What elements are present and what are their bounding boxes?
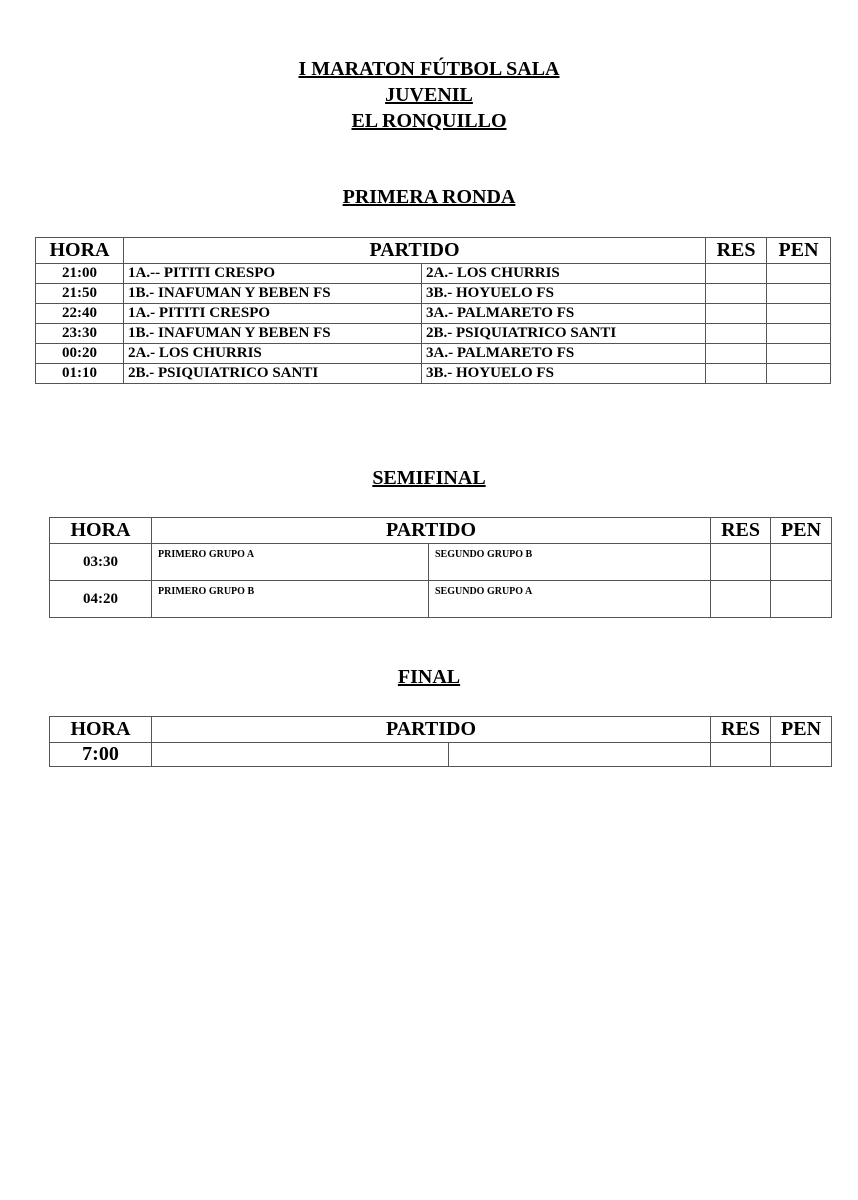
table-row: [36, 264, 831, 284]
result-cell: [711, 743, 771, 767]
primera-ronda-heading: PRIMERA RONDA: [342, 186, 516, 208]
penalty-cell: [767, 324, 831, 344]
penalty-cell: [771, 581, 832, 618]
table-header-row: [36, 238, 831, 264]
match-time: 7:00: [50, 743, 152, 767]
table-row: [50, 743, 832, 767]
penalty-cell: [767, 264, 831, 284]
penalty-cell: [767, 304, 831, 324]
home-team: 1B.- INAFUMAN Y BEBEN FS: [124, 324, 422, 344]
table-row: [36, 304, 831, 324]
title-line-3: EL RONQUILLO: [351, 110, 507, 132]
header-partido: PARTIDO: [152, 717, 711, 743]
table-row: [36, 324, 831, 344]
header-hora: HORA: [36, 238, 124, 264]
home-team: 1A.-- PITITI CRESPO: [124, 264, 422, 284]
away-team: SEGUNDO GRUPO B: [429, 544, 711, 581]
table-row: [36, 344, 831, 364]
header-pen: PEN: [771, 518, 832, 544]
match-time: 00:20: [36, 344, 124, 364]
title-line-1: I MARATON FÚTBOL SALA: [298, 58, 560, 80]
title-line-2: JUVENIL: [385, 84, 473, 106]
header-res: RES: [711, 518, 771, 544]
home-team: [152, 743, 449, 767]
semifinal-table: [49, 517, 832, 618]
penalty-cell: [767, 344, 831, 364]
header-hora: HORA: [50, 717, 152, 743]
penalty-cell: [771, 544, 832, 581]
penalty-cell: [771, 743, 832, 767]
header-res: RES: [711, 717, 771, 743]
table-row: [50, 544, 832, 581]
table-header-row: [50, 518, 832, 544]
match-time: 22:40: [36, 304, 124, 324]
match-time: 03:30: [50, 544, 152, 581]
away-team: 3B.- HOYUELO FS: [422, 284, 706, 304]
header-res: RES: [706, 238, 767, 264]
final-heading: FINAL: [397, 666, 461, 688]
match-time: 21:00: [36, 264, 124, 284]
document-title: [0, 56, 858, 134]
home-team: PRIMERO GRUPO B: [152, 581, 429, 618]
home-team: 2A.- LOS CHURRIS: [124, 344, 422, 364]
header-pen: PEN: [767, 238, 831, 264]
result-cell: [706, 304, 767, 324]
result-cell: [706, 284, 767, 304]
result-cell: [706, 324, 767, 344]
away-team: 2B.- PSIQUIATRICO SANTI: [422, 324, 706, 344]
header-partido: PARTIDO: [124, 238, 706, 264]
penalty-cell: [767, 364, 831, 384]
result-cell: [706, 364, 767, 384]
final-table: [49, 716, 832, 767]
primera-ronda-table: [35, 237, 831, 384]
away-team: [449, 743, 711, 767]
penalty-cell: [767, 284, 831, 304]
result-cell: [706, 344, 767, 364]
home-team: 2B.- PSIQUIATRICO SANTI: [124, 364, 422, 384]
home-team: PRIMERO GRUPO A: [152, 544, 429, 581]
header-pen: PEN: [771, 717, 832, 743]
table-row: [50, 581, 832, 618]
match-time: 01:10: [36, 364, 124, 384]
away-team: 3A.- PALMARETO FS: [422, 304, 706, 324]
header-hora: HORA: [50, 518, 152, 544]
table-header-row: [50, 717, 832, 743]
away-team: SEGUNDO GRUPO A: [429, 581, 711, 618]
table-row: [36, 364, 831, 384]
header-partido: PARTIDO: [152, 518, 711, 544]
away-team: 2A.- LOS CHURRIS: [422, 264, 706, 284]
home-team: 1B.- INAFUMAN Y BEBEN FS: [124, 284, 422, 304]
away-team: 3B.- HOYUELO FS: [422, 364, 706, 384]
result-cell: [711, 581, 771, 618]
table-row: [36, 284, 831, 304]
match-time: 04:20: [50, 581, 152, 618]
result-cell: [706, 264, 767, 284]
away-team: 3A.- PALMARETO FS: [422, 344, 706, 364]
match-time: 23:30: [36, 324, 124, 344]
result-cell: [711, 544, 771, 581]
semifinal-heading: SEMIFINAL: [372, 467, 486, 489]
match-time: 21:50: [36, 284, 124, 304]
home-team: 1A.- PITITI CRESPO: [124, 304, 422, 324]
